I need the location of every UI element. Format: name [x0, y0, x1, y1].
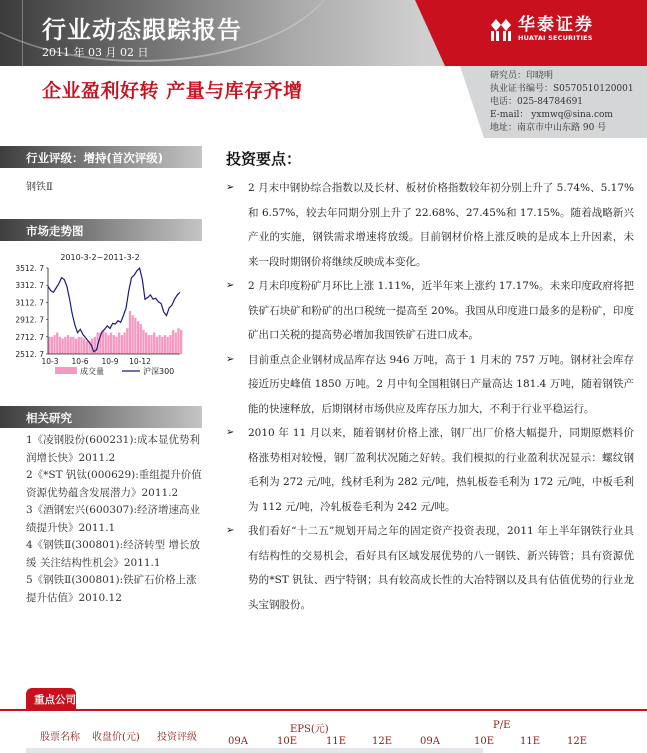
svg-text:10-12: 10-12	[129, 357, 151, 366]
chart-title: 2010-3-2~2011-3-2	[60, 253, 140, 262]
investment-point: ➢ 2 月末印度粉矿月环比上涨 1.11%，近半年来上涨约 17.17%。未来印度政府将把铁矿石块矿和粉矿的出口税统一提高至 20%。我国从印度进口最多的是粉矿，印度矿出口关税的提高势必增加我国铁矿石进口成本。	[226, 274, 634, 348]
analyst-contact	[490, 70, 634, 135]
rating-title: 行业评级：增持(首次评级)	[26, 151, 164, 165]
related-item[interactable]: 4《钢铁Ⅱ(300801):经济转型 增长放缓 关注结构性机会》2011.1	[26, 539, 200, 569]
related-research-list	[26, 432, 202, 607]
analyst-email[interactable]: E-mail： yxmwq@sina.com	[490, 110, 613, 120]
table-row	[26, 748, 483, 753]
related-section-bar	[0, 406, 202, 428]
key-companies-label: 重点公司	[34, 694, 76, 706]
col-stock-name: 股票名称	[40, 732, 80, 743]
col-eps-group: EPS(元)	[290, 724, 329, 735]
key-companies-divider	[0, 709, 647, 711]
col-rating: 投资评级	[157, 732, 197, 743]
header-divider	[22, 0, 23, 66]
svg-text:3112. 7: 3112. 7	[15, 298, 44, 308]
report-headline: 企业盈利好转 产量与库存齐增	[42, 80, 303, 102]
investment-point: ➢ 目前重点企业钢材成品库存达 946 万吨，高于 1 月末的 757 万吨。钢材社会库存接近历史峰值 1850 万吨。2 月中旬全国粗钢日产量高达 181.4 万吨，随着钢铁产能的快速释放，后期钢材市场供应及库存压力加大，不利于行业平稳运行。	[226, 348, 634, 422]
analyst-address: 地址：南京市中山东路 90 号	[490, 123, 607, 133]
col-eps-10e: 10E	[277, 736, 298, 747]
svg-text:2912. 7: 2912. 7	[15, 315, 44, 325]
svg-text:10-6: 10-6	[71, 357, 89, 366]
related-item[interactable]: 3《酒钢宏兴(600307):经济增速高业绩提升快》2011.1	[26, 504, 200, 534]
svg-text:10-3: 10-3	[41, 357, 59, 366]
investment-points-title: 投资要点：	[226, 150, 302, 168]
col-pe-group: P/E	[493, 720, 511, 731]
col-pe-11e: 11E	[520, 736, 541, 747]
related-title: 相关研究	[26, 411, 72, 425]
svg-text:3512. 7: 3512. 7	[15, 264, 44, 273]
investment-point: ➢ 2 月末中钢协综合指数以及长材、板材价格指数较年初分别上升了 5.74%、5.17%和 6.57%，较去年同期分别上升了 22.68%、27.45%和 17.15%。随着战略新兴产业的实施，钢铁需求增速将放缓。目前钢材价格上涨反映的是成本上升因素，未来一段时期钢价将继续反映成本变化。	[226, 176, 634, 274]
arrow-bullet-icon: ➢	[226, 280, 235, 291]
chart-x-axis	[41, 357, 151, 366]
brand-name-en: HUATAI SECURITIES	[518, 34, 593, 42]
market-title: 市场走势图	[26, 224, 84, 238]
arrow-bullet-icon: ➢	[226, 353, 235, 365]
rating-sector: 钢铁Ⅱ	[26, 182, 53, 193]
chart-legend	[55, 366, 174, 376]
brand-name-cn: 华泰证券	[518, 15, 594, 35]
svg-text:10-9: 10-9	[101, 357, 119, 366]
svg-text:成交量: 成交量	[80, 367, 104, 376]
chart-y-axis	[15, 264, 48, 359]
col-pe-09a: 09A	[420, 736, 440, 747]
market-section-bar	[0, 219, 202, 241]
investment-point: ➢ 我们看好“十二五”规划开局之年的固定资产投资表现，2011 年上半年钢铁行业具有结构性的交易机会，看好具有区域发展优势的八一钢铁、新兴铸管；具有资源优势的*ST 钒钛、西宁特钢；具有较高成长性的大冶特钢以及具有估值优势的行业龙头宝钢股份。	[226, 519, 634, 617]
related-item[interactable]: 1《凌钢股份(600231):成本显优势利润增长快》2011.2	[26, 434, 200, 464]
analyst-phone: 电话：025-84784691	[490, 97, 584, 107]
svg-text:2512. 7: 2512. 7	[15, 350, 44, 359]
key-companies-tab[interactable]	[26, 688, 76, 710]
col-eps-11e: 11E	[326, 736, 347, 747]
investment-point: ➢ 2010 年 11 月以来，随着钢材价格上涨，钢厂出厂价格大幅提升，同期原燃料价格涨势相对较慢，钢厂盈利状况随之好转。我们模拟的行业盈利状况显示：螺纹钢毛利为 272 元/吨，线材毛利为 282 元/吨，热轧板卷毛利为 172 元/吨，中板毛利为 112 元/吨，冷轧板卷毛利为 242 元/吨。	[226, 421, 634, 519]
analyst-license: 执业证书编号：S0570510120001	[490, 84, 634, 94]
col-eps-09a: 09A	[228, 736, 248, 747]
analyst-name: 研究员：印晓明	[490, 71, 554, 81]
col-eps-12e: 12E	[372, 736, 393, 747]
svg-text:2712. 7: 2712. 7	[15, 332, 44, 342]
huatai-logo-icon	[490, 17, 512, 41]
col-pe-10e: 10E	[474, 736, 495, 747]
svg-text:沪深300: 沪深300	[143, 367, 175, 376]
arrow-bullet-icon: ➢	[226, 182, 235, 193]
related-item[interactable]: 5《钢铁Ⅱ(300801):铁矿石价格上涨提升估值》2010.12	[26, 574, 197, 604]
investment-points-list	[226, 176, 634, 617]
report-date: 2011 年 03 月 02 日	[42, 46, 149, 59]
market-trend-chart	[0, 250, 200, 380]
rating-section-bar	[0, 146, 202, 168]
svg-text:3312. 7: 3312. 7	[15, 281, 44, 291]
col-pe-12e: 12E	[567, 736, 588, 747]
arrow-bullet-icon: ➢	[226, 427, 235, 438]
col-close-price: 收盘价(元)	[92, 732, 140, 743]
brand-logo	[490, 16, 594, 42]
related-item[interactable]: 2《*ST 钒钛(000629):重组提升价值 资源优势蕴含发展潜力》2011.2	[26, 469, 202, 499]
arrow-bullet-icon: ➢	[226, 525, 235, 536]
report-type-title: 行业动态跟踪报告	[42, 16, 242, 44]
volume-bars	[48, 311, 182, 354]
